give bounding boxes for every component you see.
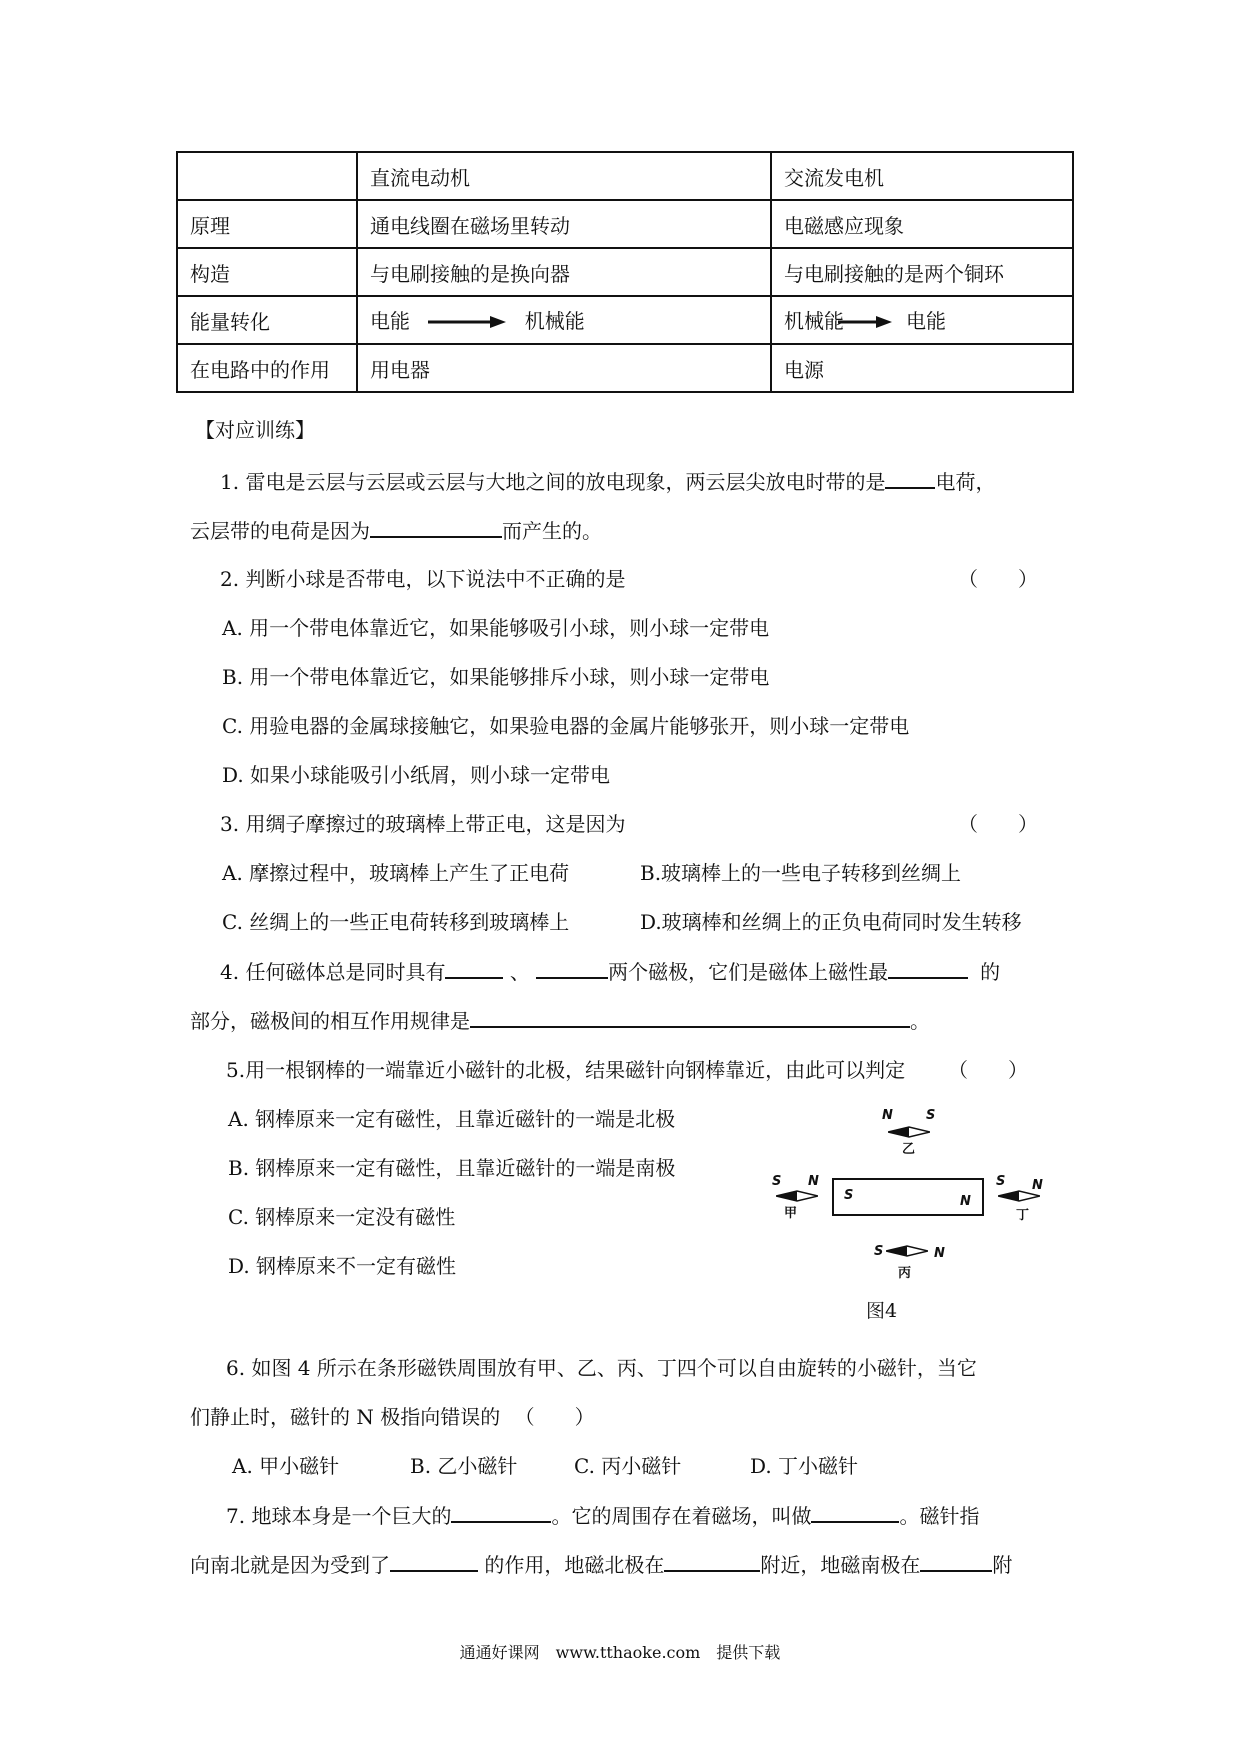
question-text: 、	[509, 960, 530, 984]
table-row	[177, 200, 1073, 248]
option-d: D. 丁小磁针	[750, 1454, 859, 1478]
question-text: 的作用，地磁北极在	[484, 1553, 665, 1577]
row-label: 能量转化	[177, 296, 357, 344]
option-d: D.玻璃棒和丝绸上的正负电荷同时发生转移	[640, 910, 1022, 934]
question-text: 而产生的。	[502, 519, 602, 543]
table-cell: 与电刷接触的是两个铜环	[771, 248, 1073, 296]
table-row	[177, 296, 1073, 344]
section-title: 【对应训练】	[195, 418, 315, 442]
answer-blank[interactable]	[664, 1552, 760, 1572]
option-c: C. 丝绸上的一些正电荷转移到玻璃棒上	[222, 910, 570, 934]
table-cell	[357, 296, 771, 344]
table-cell: 电源	[771, 344, 1073, 392]
compass-needle-icon	[998, 1190, 1040, 1202]
table-cell: 通电线圈在磁场里转动	[357, 200, 771, 248]
question-text: 们静止时，磁针的 N 极指向错误的	[190, 1405, 501, 1429]
needle-name: 丙	[898, 1266, 912, 1281]
question-4-line-1	[220, 956, 1000, 985]
needle-pole-label: N	[1032, 1178, 1043, 1193]
option-d: D. 钢棒原来不一定有磁性	[228, 1254, 457, 1278]
option-c: C. 钢棒原来一定没有磁性	[228, 1205, 456, 1229]
question-text: 。	[910, 1009, 930, 1033]
option-a: A. 甲小磁针	[232, 1454, 340, 1478]
bar-magnet	[832, 1178, 984, 1216]
table-header-ac: 交流发电机	[771, 152, 1073, 200]
question-4-line-2	[190, 1005, 930, 1034]
table-cell: 与电刷接触的是换向器	[357, 248, 771, 296]
question-7-line-1	[226, 1500, 979, 1529]
question-text: 7. 地球本身是一个巨大的	[226, 1504, 452, 1528]
energy-from: 机械能	[784, 309, 844, 334]
question-1-line-2	[190, 515, 602, 544]
question-text: 电荷，	[935, 470, 996, 494]
answer-blank[interactable]	[370, 518, 502, 538]
energy-to: 电能	[906, 309, 946, 334]
needle-pole-label: N	[882, 1108, 893, 1123]
question-6-line-1: 6. 如图 4 所示在条形磁铁周围放有甲、乙、丙、丁四个可以自由旋转的小磁针，当它	[226, 1356, 977, 1380]
table-header-dc: 直流电动机	[357, 152, 771, 200]
answer-paren[interactable]: （ ）	[958, 812, 1038, 836]
question-text: 两个磁极，它们是磁体上磁性最	[608, 960, 889, 984]
answer-paren[interactable]: （ ）	[958, 567, 1038, 591]
question-text: 附	[992, 1553, 1013, 1577]
option-b: B. 乙小磁针	[410, 1454, 518, 1478]
answer-blank[interactable]	[451, 1503, 551, 1523]
answer-blank[interactable]	[885, 469, 935, 489]
energy-to: 机械能	[524, 309, 585, 334]
option-b: B.玻璃棒上的一些电子转移到丝绸上	[640, 861, 962, 885]
figure-caption: 图4	[866, 1300, 898, 1322]
option-c: C. 丙小磁针	[574, 1454, 682, 1478]
question-7-line-2	[190, 1549, 1012, 1578]
answer-blank[interactable]	[920, 1552, 992, 1572]
needle-pole-label: S	[772, 1174, 782, 1189]
question-6-line-2	[190, 1401, 595, 1430]
table-cell: 电磁感应现象	[771, 200, 1073, 248]
question-text: 4. 任何磁体总是同时具有	[220, 960, 446, 984]
row-label: 原理	[177, 200, 357, 248]
compass-needle-icon	[776, 1190, 818, 1202]
table-cell: 用电器	[357, 344, 771, 392]
question-text: 的	[980, 960, 1001, 984]
option-a: A. 摩擦过程中，玻璃棒上产生了正电荷	[222, 861, 570, 885]
needle-pole-label: S	[874, 1244, 884, 1259]
figure-4	[770, 1108, 1050, 1328]
answer-blank[interactable]	[536, 959, 608, 979]
table-row	[177, 248, 1073, 296]
needle-name: 乙	[902, 1142, 916, 1157]
question-text: 。它的周围存在着磁场，叫做	[551, 1504, 812, 1528]
magnet-pole-label: N	[960, 1194, 971, 1209]
question-text: 部分，磁极间的相互作用规律是	[190, 1009, 470, 1033]
answer-blank[interactable]	[811, 1503, 899, 1523]
question-text: 云层带的电荷是因为	[190, 519, 370, 543]
table-cell	[177, 152, 357, 200]
compass-needle-icon	[888, 1126, 930, 1138]
needle-name: 丁	[1016, 1208, 1030, 1223]
question-3-stem: 3. 用绸子摩擦过的玻璃棒上带正电，这是因为	[220, 812, 626, 836]
energy-from: 电能	[370, 309, 410, 334]
option-b: B. 用一个带电体靠近它，如果能够排斥小球，则小球一定带电	[222, 665, 770, 689]
option-a: A. 用一个带电体靠近它，如果能够吸引小球，则小球一定带电	[222, 616, 770, 640]
right-arrow-icon	[838, 311, 892, 335]
needle-pole-label: N	[808, 1174, 819, 1189]
table-row	[177, 344, 1073, 392]
needle-pole-label: S	[996, 1174, 1006, 1189]
answer-blank[interactable]	[445, 959, 503, 979]
question-2-stem: 2. 判断小球是否带电，以下说法中不正确的是	[220, 567, 626, 591]
question-5-stem: 5.用一根钢棒的一端靠近小磁针的北极，结果磁针向钢棒靠近，由此可以判定	[226, 1058, 906, 1082]
answer-paren[interactable]: （ ）	[514, 1405, 595, 1429]
answer-blank[interactable]	[888, 959, 968, 979]
question-text: 向南北就是因为受到了	[190, 1553, 390, 1577]
option-a: A. 钢棒原来一定有磁性，且靠近磁针的一端是北极	[228, 1107, 676, 1131]
needle-name: 甲	[784, 1206, 798, 1221]
question-text: 附近，地磁南极在	[760, 1553, 921, 1577]
question-text: 。磁针指	[899, 1504, 980, 1528]
page-footer: 通通好课网 www.tthaoke.com 提供下载	[459, 1643, 781, 1662]
comparison-table	[176, 151, 1074, 393]
question-text: 1. 雷电是云层与云层或云层与大地之间的放电现象，两云层尖放电时带的是	[220, 470, 886, 494]
row-label: 构造	[177, 248, 357, 296]
answer-paren[interactable]: （ ）	[948, 1058, 1028, 1082]
compass-needle-icon	[886, 1245, 928, 1257]
right-arrow-icon	[428, 311, 506, 335]
magnet-pole-label: S	[844, 1188, 854, 1203]
row-label: 在电路中的作用	[177, 344, 357, 392]
table-cell	[771, 296, 1073, 344]
option-b: B. 钢棒原来一定有磁性，且靠近磁针的一端是南极	[228, 1156, 676, 1180]
needle-pole-label: N	[934, 1246, 945, 1261]
question-1-line-1	[220, 466, 995, 495]
option-d: D. 如果小球能吸引小纸屑，则小球一定带电	[222, 763, 611, 787]
option-c: C. 用验电器的金属球接触它，如果验电器的金属片能够张开，则小球一定带电	[222, 714, 910, 738]
needle-pole-label: S	[926, 1108, 936, 1123]
table-header-row	[177, 152, 1073, 200]
answer-blank[interactable]	[470, 1008, 910, 1028]
answer-blank[interactable]	[390, 1552, 478, 1572]
